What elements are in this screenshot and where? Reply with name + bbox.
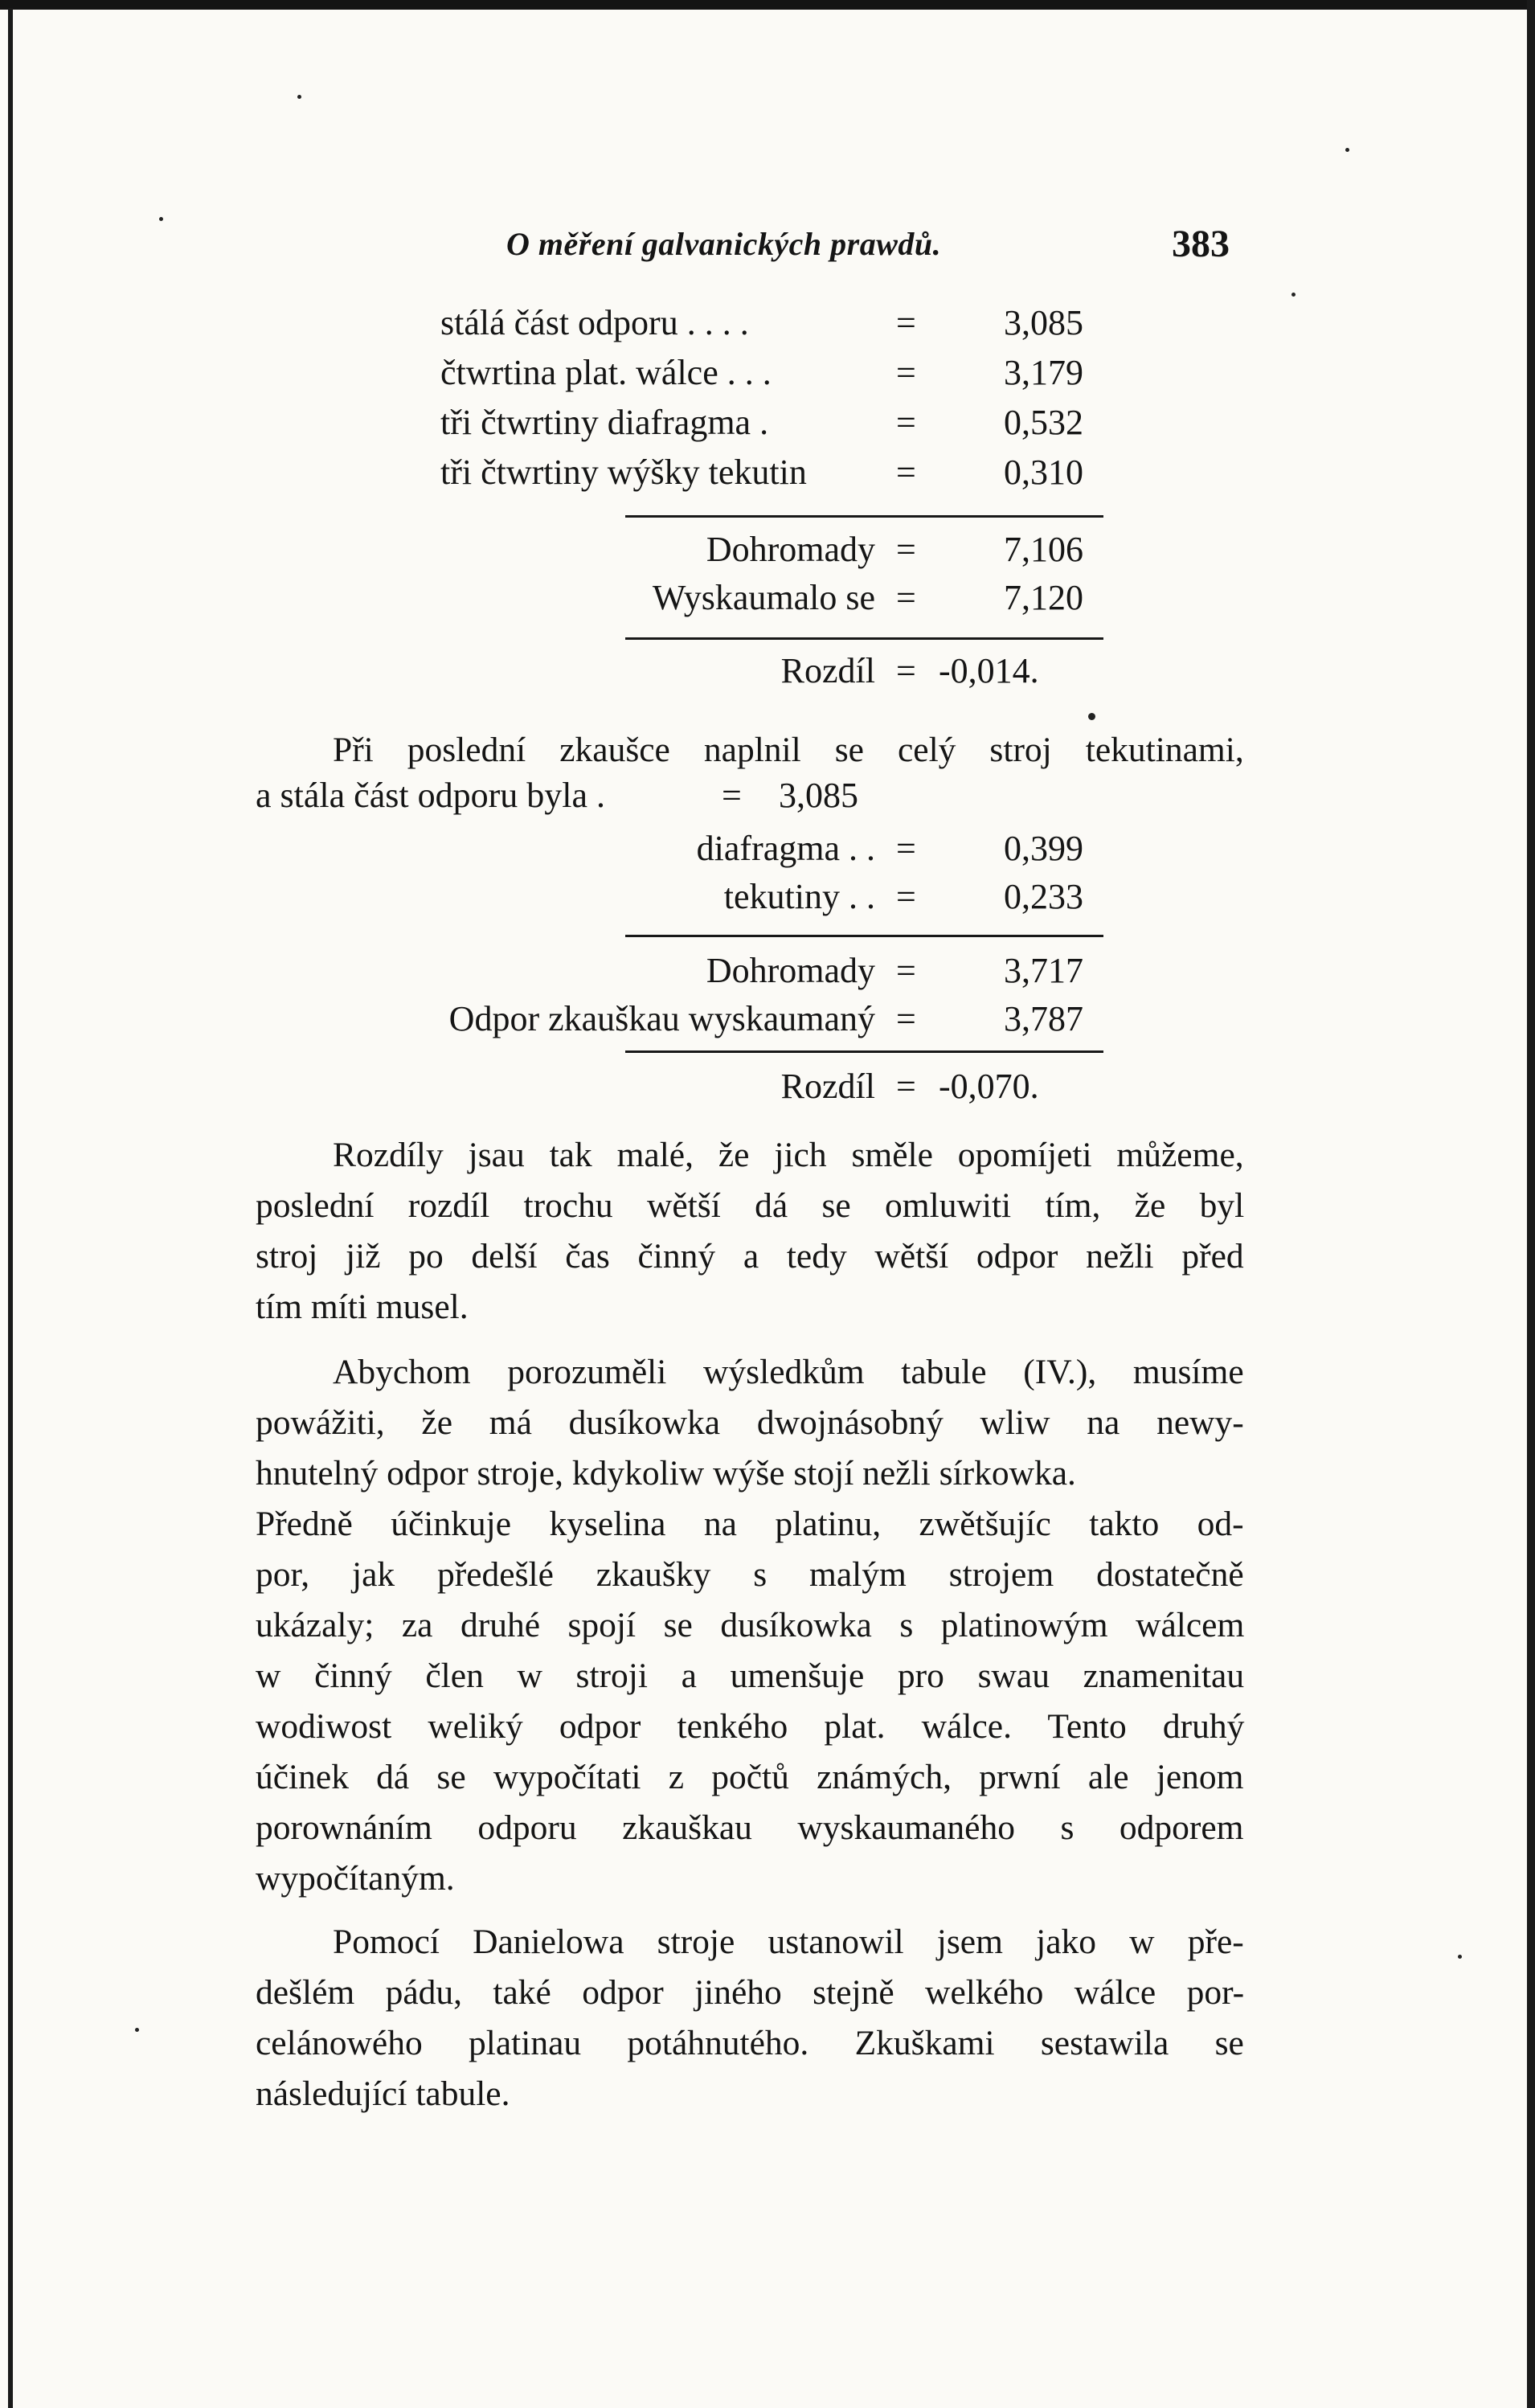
text-line: Rozdíly jsau tak malé, že jich směle opomíjeti můžeme,: [333, 1136, 1244, 1174]
equals-sign: =: [896, 829, 916, 868]
row-label: čtwrtina plat. wálce . . .: [440, 353, 772, 392]
row-label: stálá část odporu . . . .: [440, 303, 749, 342]
sum-rule: [625, 935, 1103, 937]
text-line: stroj již po delší čas činný a tedy wětší odpor nežli před: [256, 1237, 1244, 1276]
measured-value: 3,787: [1004, 999, 1083, 1038]
text-line: celánowého platinau potáhnutého. Zkuškami sestawila se: [256, 2024, 1244, 2062]
equals-sign: =: [722, 776, 742, 815]
text-line: Abychom porozuměli wýsledkům tabule (IV.), musíme: [333, 1353, 1244, 1391]
running-header-title: O měření galvanických prawdů.: [506, 226, 942, 262]
total-value: 3,717: [1004, 951, 1083, 990]
row-value: 0,233: [1004, 877, 1083, 916]
text-line: ukázaly; za druhé spojí se dusíkowka s platinowým wálcem: [256, 1606, 1245, 1644]
equals-sign: =: [896, 353, 916, 392]
text-line: dešlém pádu, také odpor jiného stejně welkého wálce por-: [256, 1973, 1245, 2012]
scan-speck: [297, 95, 301, 99]
page-number: 383: [1172, 223, 1230, 265]
equals-sign: =: [896, 530, 916, 569]
row-value: 0,399: [1004, 829, 1083, 868]
total-value: 7,106: [1004, 530, 1083, 569]
row-label: tekutiny . .: [723, 877, 875, 916]
scan-speck: [1345, 148, 1349, 152]
text-line: por, jak předešlé zkaušky s malým strojem dostatečně: [256, 1555, 1244, 1594]
difference-label: Rozdíl: [780, 651, 875, 690]
equals-sign: =: [896, 303, 916, 342]
text-line: Pomocí Danielowa stroje ustanowil jsem jako w pře-: [333, 1923, 1244, 1961]
difference-value: -0,070.: [939, 1067, 1039, 1106]
row-label: diafragma . .: [696, 829, 875, 868]
measured-value: 7,120: [1004, 578, 1083, 617]
scan-speck: [135, 2028, 139, 2032]
text-line: wodiwost weliký odpor tenkého plat. wálce. Tento druhý: [256, 1707, 1245, 1746]
text-line: tím míti musel.: [256, 1288, 469, 1326]
text-line: powážiti, že má dusíkowka dwojnásobný wliw na newy-: [256, 1403, 1244, 1442]
row-label: tři čtwrtiny wýšky tekutin: [440, 453, 807, 492]
difference-label: Rozdíl: [780, 1067, 875, 1106]
intro-line: Při poslední zkaušce naplnil se celý stroj tekutinami,: [333, 731, 1244, 769]
row-value: 3,085: [1004, 303, 1083, 342]
text-line: porownáním odporu zkauškau wyskaumaného s odporem: [256, 1808, 1244, 1847]
measured-label: Wyskaumalo se: [652, 578, 875, 617]
equals-sign: =: [896, 951, 916, 990]
difference-rule: [625, 637, 1103, 640]
scan-speck: [1458, 1955, 1462, 1959]
equals-sign: =: [896, 403, 916, 442]
total-label: Dohromady: [706, 951, 875, 990]
row-value: 3,085: [779, 776, 858, 815]
row-label: tři čtwrtiny diafragma .: [440, 403, 769, 442]
row-value: 0,532: [1004, 403, 1083, 442]
equals-sign: =: [896, 1067, 916, 1106]
scan-speck: [1291, 293, 1296, 297]
scan-speck: [159, 217, 163, 221]
row-value: 0,310: [1004, 453, 1083, 492]
text-line: účinek dá se wypočítati z počtů známých, prwní ale jenom: [256, 1758, 1244, 1796]
row-value: 3,179: [1004, 353, 1083, 392]
difference-rule: [625, 1050, 1103, 1053]
scan-border-right: [1527, 0, 1535, 2408]
scan-border-top: [0, 0, 1535, 10]
row-label: a stála část odporu byla .: [256, 776, 605, 815]
equals-sign: =: [896, 453, 916, 492]
text-line: poslední rozdíl trochu wětší dá se omluwiti tím, že byl: [256, 1186, 1245, 1225]
measured-label: Odpor zkauškau wyskaumaný: [448, 999, 875, 1038]
text-line: hnutelný odpor stroje, kdykoliw wýše stojí nežli sírkowka.: [256, 1454, 1076, 1493]
text-line: Předně účinkuje kyselina na platinu, zwětšujíc takto od-: [256, 1505, 1244, 1543]
equals-sign: =: [896, 877, 916, 916]
equals-sign: =: [896, 999, 916, 1038]
equals-sign: =: [896, 651, 916, 690]
total-label: Dohromady: [706, 530, 875, 569]
scan-border-left: [8, 8, 13, 2408]
scan-speck: [1088, 713, 1095, 720]
text-line: následující tabule.: [256, 2074, 510, 2113]
sum-rule: [625, 515, 1103, 518]
text-line: wypočítaným.: [256, 1859, 455, 1898]
equals-sign: =: [896, 578, 916, 617]
difference-value: -0,014.: [939, 651, 1039, 690]
text-line: w činný člen w stroji a umenšuje pro swau znamenitau: [256, 1657, 1245, 1695]
